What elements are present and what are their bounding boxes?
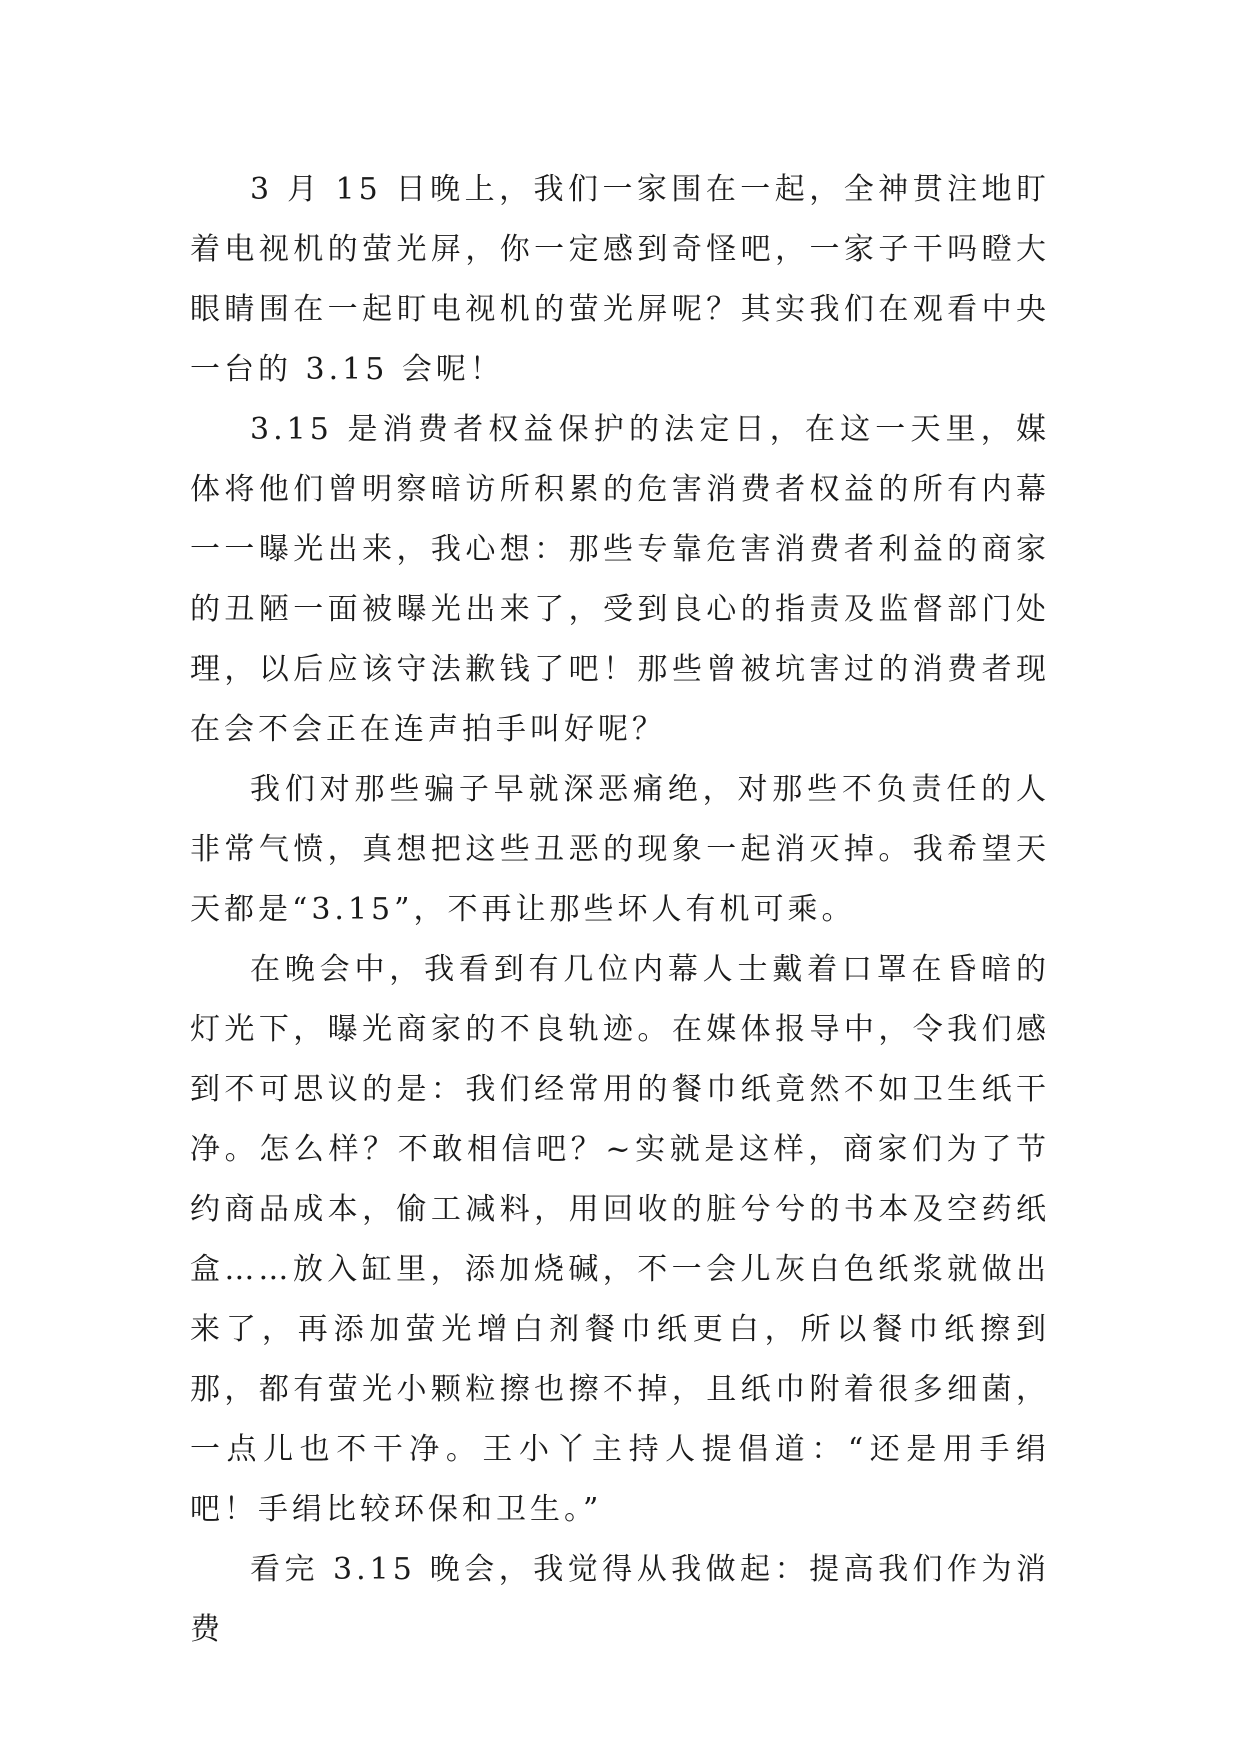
paragraph-2: 3.15 是消费者权益保护的法定日，在这一天里，媒体将他们曾明察暗访所积累的危害消费者权益的所有内幕一一曝光出来，我心想：那些专靠危害消费者利益的商家的丑陋一面被曝光出来了，受到良心的指责及监督部门处理，以后应该守法歉钱了吧！那些曾被坑害过的消费者现在会不会正在连声拍手叫好呢？ [190, 412, 1050, 747]
paragraph-3: 我们对那些骗子早就深恶痛绝，对那些不负责任的人非常气愤，真想把这些丑恶的现象一起消灭掉。我希望天天都是“3.15”，不再让那些坏人有机可乘。 [190, 772, 1050, 927]
body-text [190, 160, 1050, 1660]
paragraph-1: 3 月 15 日晚上，我们一家围在一起，全神贯注地盯着电视机的萤光屏，你一定感到奇怪吧，一家子干吗瞪大眼睛围在一起盯电视机的萤光屏呢？其实我们在观看中央一台的 3.15 会呢！ [190, 172, 1050, 387]
paragraph-4: 在晚会中，我看到有几位内幕人士戴着口罩在昏暗的灯光下，曝光商家的不良轨迹。在媒体报导中，令我们感到不可思议的是：我们经常用的餐巾纸竟然不如卫生纸干净。怎么样？不敢相信吧？~实就是这样，商家们为了节约商品成本，偷工减料，用回收的脏兮兮的书本及空药纸盒……放入缸里，添加烧碱，不一会儿灰白色纸浆就做出来了，再添加萤光增白剂餐巾纸更白，所以餐巾纸擦到那，都有萤光小颗粒擦也擦不掉，且纸巾附着很多细菌，一点儿也不干净。王小丫主持人提倡道：“还是用手绢吧！手绢比较环保和卫生。” [190, 952, 1050, 1527]
paragraph-5: 看完 3.15 晚会，我觉得从我做起：提高我们作为消费 [190, 1552, 1050, 1647]
